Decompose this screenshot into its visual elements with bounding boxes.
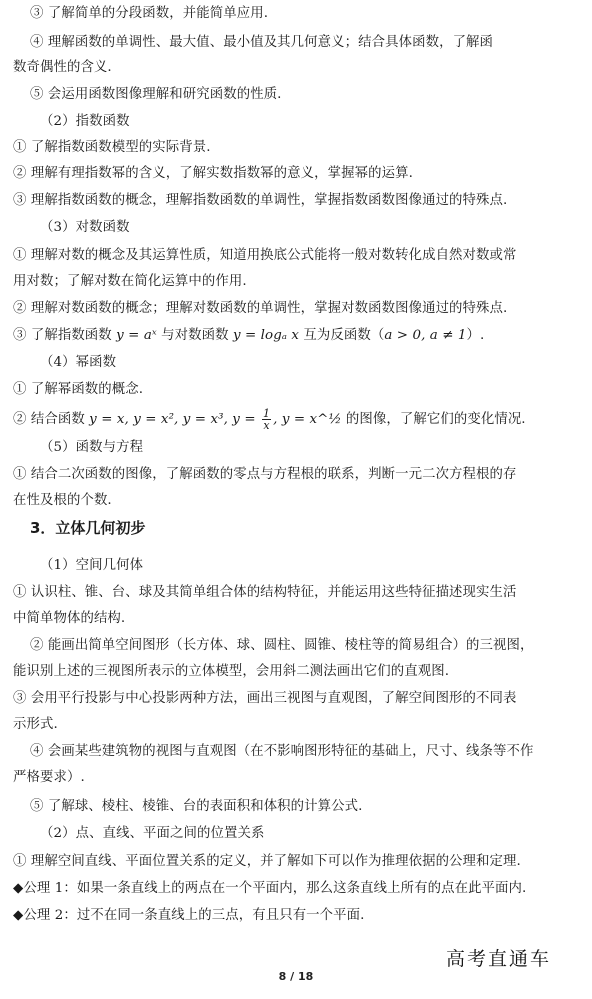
formula-power: y = x, y = x², y = x³, y = [89,412,260,427]
text-fragment: ② 结合函数 [13,412,90,427]
text-line: ① 理解对数的概念及其运算性质，知道用换底公式能将一般对数转化成自然对数或常 [13,248,517,263]
page-number: 8 / 18 [278,970,314,983]
text-line: 数奇偶性的含义. [13,60,112,75]
text-line: ③ 了解简单的分段函数，并能简单应用. [30,6,269,21]
formula-log: y = logₐ x [232,328,300,343]
text-fragment: 与对数函数 [156,328,233,343]
formula-exp: y = aˣ [116,328,157,343]
text-line: 用对数；了解对数在简化运算中的作用. [13,274,247,289]
text-line: 严格要求）. [13,770,85,785]
text-line: ⑤ 了解球、棱柱、棱锥、台的表面积和体积的计算公式. [30,799,363,814]
text-line: 示形式. [13,717,58,732]
fraction-denominator: x [263,419,270,432]
text-line: ② 理解有理指数幂的含义，了解实数指数幂的意义，掌握幂的运算. [13,166,413,181]
formula-condition: a > 0, a ≠ 1 [384,328,467,343]
subsection-title: （2）指数函数 [40,114,130,129]
text-line: ① 认识柱、锥、台、球及其简单组合体的结构特征，并能运用这些特征描述现实生活 [13,585,517,600]
text-fragment: ③ 了解指数函数 [13,328,117,343]
subsection-title: （2）点、直线、平面之间的位置关系 [40,826,265,841]
subsection-title: （5）函数与方程 [40,440,144,455]
subsection-title: （1）空间几何体 [40,558,144,573]
text-line: 在性及根的个数. [13,493,112,508]
text-line: ② 能画出简单空间图形（长方体、球、圆柱、圆锥、棱柱等的简易组合）的三视图， [30,638,534,653]
text-line: ① 理解空间直线、平面位置关系的定义，并了解如下可以作为推理依据的公理和定理. [13,854,521,869]
fraction-numerator: 1 [263,407,271,420]
text-fragment: ）. [466,328,485,343]
text-line: ④ 理解函数的单调性、最大值、最小值及其几何意义；结合具体函数，了解函 [30,35,494,50]
text-line: ② 理解对数函数的概念；理解对数函数的单调性，掌握对数函数图像通过的特殊点. [13,301,508,316]
subsection-title: （4）幂函数 [40,355,117,370]
power-function-line [13,408,582,431]
text-line: ① 了解幂函数的概念. [13,382,144,397]
text-line: ③ 会用平行投影与中心投影两种方法，画出三视图与直观图，了解空间图形的不同表 [13,691,517,706]
watermark-text: 高考直通车 [446,948,552,970]
text-line: 中简单物体的结构. [13,611,126,626]
formula-power-tail: , y = x^½ [273,412,342,427]
axiom-line: ◆公理 1：如果一条直线上的两点在一个平面内，那么这条直线上所有的点在此平面内. [13,881,527,896]
text-line: ④ 会画某些建筑物的视图与直观图（在不影响图形特征的基础上，尺寸、线条等不作 [30,744,534,759]
text-line: ① 了解指数函数模型的实际背景. [13,140,211,155]
inverse-function-line [13,326,582,346]
axiom-line: ◆公理 2：过不在同一条直线上的三点，有且只有一个平面. [13,908,365,923]
text-line: ① 结合二次函数的图像，了解函数的零点与方程根的联系，判断一元二次方程根的存 [13,467,517,482]
fraction [262,408,271,431]
text-line: ⑤ 会运用函数图像理解和研究函数的性质. [30,87,282,102]
text-line: ③ 理解指数函数的概念，理解指数函数的单调性，掌握指数函数图像通过的特殊点. [13,193,508,208]
subsection-title: （3）对数函数 [40,220,130,235]
text-fragment: 的图像，了解它们的变化情况. [341,412,526,427]
text-line: 能识别上述的三视图所表示的立体模型，会用斜二测法画出它们的直观图. [13,664,450,679]
section-heading: 3．立体几何初步 [30,519,146,537]
text-fragment: 互为反函数（ [299,328,385,343]
